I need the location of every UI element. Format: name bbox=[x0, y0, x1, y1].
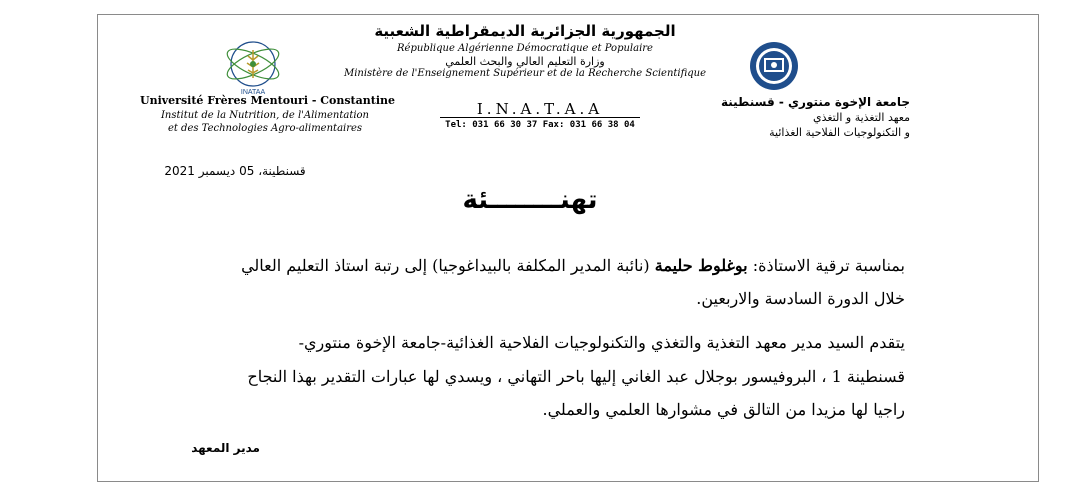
logo-label: INATAA bbox=[240, 89, 266, 96]
institute-acronym: I.N.A.T.A.A bbox=[476, 100, 604, 118]
honoree-name: بوغلوط حليمة bbox=[654, 256, 748, 275]
header-arabic-ministry: وزارة التعليم العالي والبحث العلمي bbox=[445, 55, 605, 68]
header-french-ministry: Ministère de l'Enseignement Supérieur et de la Recherche Scientifique bbox=[343, 68, 707, 79]
paragraph2-line2: قسنطينة 1 ، البروفيسور بوجلال عبد الغاني إليها باحر التهاني ، ويسدي لها عبارات التقدير بهذا النجاح bbox=[247, 367, 905, 386]
institute-name-ar-line2: و التكنولوجيات الفلاحية الغذائية bbox=[769, 126, 910, 139]
university-logo bbox=[744, 40, 804, 92]
inataa-logo bbox=[208, 38, 298, 98]
signature-title: مدير المعهد bbox=[191, 441, 260, 455]
university-name-ar: جامعة الإخوة منتوري - قسنطينة bbox=[720, 95, 910, 109]
para1-prefix: بمناسبة ترقية الاستاذة: bbox=[747, 256, 905, 275]
institute-name-fr-line1: Institut de la Nutrition, de l'Alimentation bbox=[160, 110, 370, 121]
contact-numbers: Tel: 031 66 30 37 Fax: 031 66 38 04 bbox=[445, 120, 635, 130]
paragraph2-line3: راجيا لها مزيدا من التالق في مشوارها العلمي والعملي. bbox=[542, 400, 905, 419]
paragraph1-line1 bbox=[150, 256, 905, 275]
header-french-republic: République Algérienne Démocratique et Populaire bbox=[397, 43, 653, 54]
header-arabic-republic: الجمهورية الجزائرية الديمقراطية الشعبية bbox=[374, 22, 676, 40]
para1-suffix: (نائبة المدير المكلفة بالبيداغوجيا) إلى رتبة استاذ التعليم العالي bbox=[241, 256, 655, 275]
letter-date: قسنطينة، 05 ديسمبر 2021 bbox=[164, 164, 306, 178]
institute-name-ar-line1: معهد التغذية و التغذي bbox=[812, 111, 910, 124]
institute-name-fr-line2: et des Technologies Agro-alimentaires bbox=[167, 123, 363, 134]
acronym-underline bbox=[440, 117, 640, 118]
paragraph1-line2: خلال الدورة السادسة والاربعين. bbox=[696, 289, 905, 308]
university-name-fr: Université Frères Mentouri - Constantine bbox=[140, 94, 395, 107]
paragraph2-line1: يتقدم السيد مدير معهد التغذية والتغذي والتكنولوجيات الفلاحية الغذائية-جامعة الإخوة منتوري- bbox=[298, 333, 905, 352]
letter-title: تهنــــــــئة bbox=[462, 185, 598, 215]
